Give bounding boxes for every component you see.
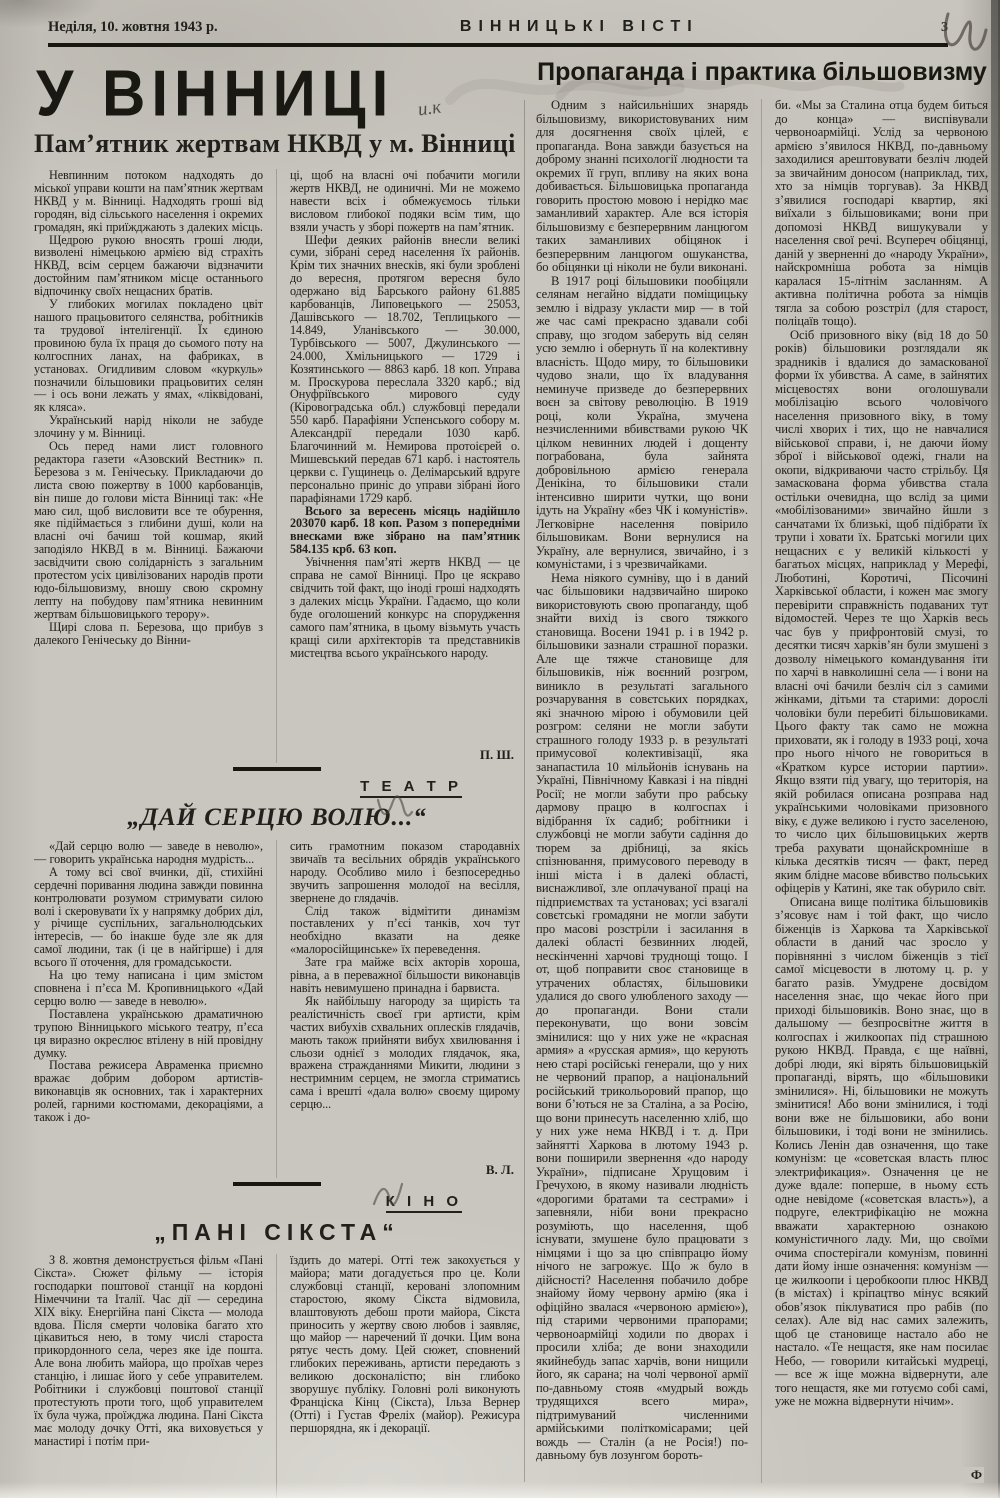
scan-bottom-band <box>0 1482 1000 1498</box>
article-paragraph: Як найбільшу нагороду за щирість та реалістичність своєї гри артисти, крім частих вибухів схвальних оплесків глядачів, мають також прийняти вибух хвилювання і сльози однієї з молодих глядачок, яка, вражена стражданнями Микити, людини з нестримним серцем, не змогла стриматись сама і врешті «дала волю» своєму щирому серцю... <box>290 993 520 1112</box>
article-paragraph: А тому всі свої вчинки, дії, стихійні сердечні поривання людина завжди повинна контролювати розумом стримувати силою волі і скеровувати їх у напрямку добрих діл, у річище суспільних, загальнолюдських інтересів, — бо інакше буде зле як для самої людини, так (і це в найгірше) і для всього її оточення, для громадськости. <box>34 864 263 970</box>
article-paragraph: Одним з найсильніших знарядь більшовизму, використовуваних ним для досягнення своїх цілей, є пропаганда. Вона завжди базується на доброму знанні психології людности та окремих її груп, впливу на яких вона добивається. Більшовицька пропаганда говорить простою мовою і нерідко має заманливий характер. Але вся історія більшовизму є безперервним ланцюгом таких заманливих обіцянок і безперервним ланцюгом ошуканства, бо обіцянки ці ніколи не були виконані. <box>536 99 748 274</box>
memorial-article-title: Пам’ятник жертвам НКВД у м. Вінниці <box>34 129 516 158</box>
article-paragraph: Увічнення пам’яті жертв НКВД — це справа не самої Вінниці. Про це яскраво свідчить той факт, що іноді гроші надходять з далеких місць України. Гадаємо, що коли буде оголошений конкурс на спорудження самого пам’ятника, в цьому візьмуть участь кращі сили архітекторів та представників мистецтва всього українського народу. <box>290 555 520 660</box>
article-paragraph: «Дай серцю волю — заведе в неволю», — говорить українська народня мудрість... <box>34 840 263 866</box>
theatre-section <box>34 779 520 1178</box>
article-paragraph: З 8. жовтня демонструється фільм «Пані Сікста». Сюжет фільму — історія господарки поштової станції на кордоні Німеччини та Італії. Час дії — середина XIX віку. Енергійна пані Сікста — молода вдова. Після смерти чоловіка багато хто цікавиться нею, в тому числі староста прикордонного села, через яке іде пошта. Але вона любить майора, що проїхав через станцію, і лишає його у себе управителем. Робітники і службовці поштової станції протестують проти того, щоб управителем їх була чужа, проїжджа людина. Пані Сікста має молоду дочку Отті, яка виховується у манастирі і потім при- <box>34 1254 263 1448</box>
article-paragraph: У глибоких могилах покладено цвіт нашого працьовитого селянства, робітників та трудової інтелігенції. Їх єдиною провиною була їх праця до сьомого поту на колгоспних ланах, на фабриках, в установах. Огидливим словом «куркуль» позначили більшовики працьовитих селян — і ось вони лежать у ямах, «ліквідовані, як кляса». <box>34 297 263 415</box>
author-signature: П. Ш. <box>468 747 516 763</box>
theatre-column-1 <box>34 840 263 1178</box>
page-header <box>48 18 948 47</box>
author-signature: Ф <box>959 1467 984 1483</box>
article-paragraph: би. «Мы за Сталина отца будем биться до конца» — виспівували червоноармійці. Услід за червоною армією з’явилося НКВД, по-давньому заходилися арештовувати безліч людей за звичайним доносом (наприклад, тих, хто за німців торгував). За НКВД з’явилися господарі квартир, які виїхали з більшовиками; вони при допомозі НКВД вишукували у населення свої речі. Всупереч обіцянці, даній у зверненні до «народу України», найскромніша робота за німців каралася 15-літнім засланням. А активна політична робота за німців тягла за собою розстріл (для старост, поліцаїв тощо). <box>775 99 988 328</box>
memorial-article <box>34 129 520 763</box>
article-paragraph: В 1917 році більшовики пообіцяли селянам негайно віддати поміщицьку землю і відразу укласти мир — в той же час самі прекрасно здавали собі справу, що згодом заберуть від селян усю землю і обернуть її на колективну власність. Щодо миру, то більшовики чудово знали, що їх владування неминуче призведе до безперервних воєн за світову революцію. В 1919 році, коли Україна, змучена незчисленними вбивствами рукою ЧК цілком невинних людей і дощенту пограбована, була зайнята добровільною армією генерала Денікіна, то більшовики стали інтенсивно ширити чутки, що вони ідуть на Україну «без ЧК і комуністів». Легковірне населення повірило більшовикам. Вони вернулися на Україну, але вернулися, звичайно, і з комуністами, і з чрезвичайками. <box>536 273 748 571</box>
article-paragraph: На цю тему написана і цим змістом сповнена і п’єса М. Кропивницького «Дай серцю волю — заведе в неволю». <box>34 968 263 1008</box>
article-paragraph: Осіб призовного віку (від 18 до 50 років) більшовики розглядали як зрадників і вдалися до замаскованої форми їх убивства. А саме, в зайнятих місцевостях вони оголошували мобілізацію всього чоловічого населення призовного віку, в тому числі хворих і тих, що не навчалися військової справи, і, не даючи йому зброї і військової одежі, гнали на окопи, відкриваючи часто стрільбу. Ця замаскована форма убивства стала остільки очевидна, що вслід за цими «мобілізованими» звичайно йшли з санчатами їх близькі, щоб підібрати їх трупи і ховати їх. Братські могили цих нещасних є у великій кількості у багатьох місцях, наприклад у Мерефі, Люботині, Коротичі, Пісочині Харківської области, і кожен має змогу перевірити справжність подаваних тут відомостей. Через те що Харків весь час був у прифронтовій смузі, то десятки тисяч харків’ян були змушені з дозволу німецького командування іти по харчі в навколишні села — і вони на власні очі бачили безліч сіл з самими жінками, дітьми та старими: дорослі чоловіки були перебиті більшовиками. Цього факту так само не можна приховати, як і голоду в 1933 році, хоча про нього нічого не говориться в «Кратком курсе истории партии». Якщо взяти під увагу, що територія, на якій робилася описана розправа над українськими чоловіками призовного віку, є дуже великою і густо заселеною, то число цих більшовицьких жертв треба рахувати щонайскромніше в кілька десятків тисяч — факт, перед яким блідне масове вбивство польських офіцерів у Катині, яке так обурило світ. <box>775 327 988 895</box>
pen-check-mark-top-right <box>945 14 986 49</box>
article-paragraph: Український нарід ніколи не забуде злочину у м. Вінниці. <box>34 413 263 441</box>
city-section-headline: У ВІННИЦІ <box>36 57 395 130</box>
theatre-section-label: Т Е А Т Р <box>360 779 462 798</box>
column-divider-rule <box>524 100 525 1482</box>
theatre-review-title: „ДАЙ СЕРЦЮ ВОЛЮ...“ <box>127 804 427 831</box>
page-number: 3 <box>941 20 948 35</box>
handwritten-annotation: и.к <box>416 96 443 121</box>
article-paragraph: Невпинним потоком надходять до міської управи кошти на пам’ятник жертвам НКВД у м. Вінниці. Надходять гроші від городян, від сільського населення і окремих громадян, які приїжджають з далеких місць. <box>34 169 263 234</box>
right-section <box>536 58 988 1483</box>
cinema-section <box>34 1194 520 1498</box>
memorial-column-2 <box>276 169 520 763</box>
issue-date: Неділя, 10. жовтня 1943 р. <box>48 19 218 35</box>
article-paragraph: Слід також відмітити динамізм поставлених у п’єсі танків, хоч тут необхідно вказати на деяке «малоросійщинське» їх переведення. <box>290 903 520 957</box>
section-divider-bar <box>233 1182 321 1186</box>
cinema-section-label: К І Н О <box>386 1194 462 1213</box>
propaganda-column-1 <box>536 99 748 1483</box>
article-paragraph: їздить до матері. Отті теж закохується у майора; мати догадується про це. Коли службовці станції, керовані злопомним старостою, якому Сікста відмовила, влаштовують дебош проти майора, Сікста приносить у жертву свою любов і заявляє, що майор — наречений її дочки. Цим вона рятує честь дому. Цей сюжет, сповнений глибоких переживань, артисти передають з великою досконалістю; він глибоко зворушує публіку. Головні ролі виконують Франціска Кінц (Сікста), Ільза Вернер (Отті) і Густав Фреліх (майор). Режисура першорядна, як і декорації. <box>290 1254 520 1435</box>
left-section <box>34 56 520 1498</box>
article-paragraph: Шефи деяких районів внесли великі суми, зібрані серед населення їх районів. Крім тих значних внесків, які були зроблені до вересня, протягом вересня було одержано від Барського району 61.885 карбованців, Липовецького — 25053, Дашівського — 18.702, Теплицького — 14.849, Уланівського — 30.000, Турбівського — 5007, Джулинського — 24.000, Хмільницького — 1729 і Козятинського — 8863 карб. 18 коп. Управа м. Проскурова переслала 3320 карб.; від Онуфріївського мирового суду (Кіровоградська обл.) службовці передали 550 карб. Парафіяни Успенського собору м. Александрії передали 1030 карб. Благочинний м. Немирова протоієрей о. Мишевський передав 671 карб. і настоятель церкви с. Гущинець о. Делімарський вдруге персонально приніс до управи зібрані його парафіянами 1729 карб. <box>290 232 520 505</box>
article-paragraph: Постава режисера Авраменка приємно вражає добрим добором артистів-виконавців як основних, так і характерних ролей, гарними костюмами, декораціями, а також і до- <box>34 1058 263 1125</box>
article-paragraph: Щедрою рукою вносять гроші люди, визволені німецькою армією від страхіть НКВД, всім серцем бажаючи відзначити достойним пам’ятником місце останнього відпочинку своїх нещасних братів. <box>34 232 263 299</box>
article-paragraph: Щирі слова п. Березова, що прибув з далекого Генічеську до Вінни- <box>34 619 263 647</box>
article-paragraph: Зате гра майже всіх акторів хороша, рівна, а в переважної більшости виконавців навіть невимушено принадна і барвиста. <box>290 955 520 995</box>
article-paragraph: Ось перед нами лист головного редактора газети «Азовский Вестник» п. Березова з м. Генічеську. Прикладаючи до листа свою пожертву в 1000 карбованців, він пише до голови міста Вінниці так: «Не маю сил, щоб висловити все те обурення, яке підіймається з глибини душі, коли на власні очі бачиш той кошмар, який заподіяло НКВД в м. Вінниці. Бажаючи засвідчити свою солідарність з загальним протестом усіх цивілізованих народів проти юдо-більшовизму, вношу свою скромну лепту на побудову пам’ятника невинним жертвам більшовицького терору». <box>34 439 263 621</box>
article-paragraph: сить грамотним показом стародавніх звичаїв та весільних обрядів українського народу. Особливо мило і безпосередньо звучить запрошення молодої на весілля, звернене до глядачів. <box>290 840 520 905</box>
memorial-column-1 <box>34 169 263 763</box>
propaganda-column-2 <box>761 99 988 1483</box>
article-paragraph: Нема ніякого сумніву, що і в даний час більшовики надзвичайно широко використовують свою пропаганду, щоб знайти вихід із свого тяжкого становища. Восени 1941 р. і в 1942 р. більшовики зазнали страшної поразки. Але ще тяжче становище для більшовиків, ніж воєнний розгром, виникло в результаті загального розчарування в совєтських порядках, які значною мірою і обумовили цей розгром: селяни не могли забути страшного голоду 1933 р. в результаті примусової колективізації, яка занапастила 10 мільйонів існувань на Україні, Північному Кавказі і на півдні Росії; не могли забути про рабську дармову працю в колгоспах і відібрання їх садиб; робітники і службовці не могли забути садіння до тюрем за дрібниці, за якісь спізнювання, примусового переводу в інші міста і в далекі області, виснажливої, зле оплачуваної праці на підприємствах та установах; усі взагалі совєтські громадяни не могли забути про масові розстріли і засилання в далекі області безвинних людей, нескінченні харчові труднощі тощо. І от, щоб поправити своє становище в утрачених областях, більшовики удалися до свого улюбленого заходу — до пропаганди. Вони стали переконувати, що вони зовсім змінилися: що у них уже не «красная армия» а «русская армия», що керують нею старі російські генерали, що у них не червоний прапор, а національний російський трикольоровий прапор, що вони б’ються не за Сталіна, а за Росію, що вони принесуть населенню хліб, що у них уже нема НКВД і т. д. При зайнятті Харкова в лютому 1943 р. вони поширили звернення «до народу України», підписане Хрущовим і Гречухою, в якому називали людність «дорогими братами та сестрами» і запевняли, ніби вони прекрасно розуміють, що населення, щоб існувати, змушене було працювати з німцями і що за цю співпрацю йому нічого не загрожує. Що ж було в дійсності? Населення побачило добре знайому йому червону армію (яка і офіційно звалася «червоною армією»), під старими червоними прапорами; червоноармійці ходили по дворах і просили хліба; де вони знаходили якийнебудь запас харчів, вони нищили його, як сарана; на чолі червоної армії по-давньому стояв «мудрый вождь трудящихся всего мира», підтримуваний численними армійськими політкомісарами; цей вождь — Сталін (а не Росія!) по-давньому був лозунгом бороть- <box>536 570 748 1462</box>
propaganda-article-title: Пропаганда і практика більшовизму <box>537 58 987 86</box>
section-divider-bar <box>233 767 321 771</box>
cinema-review-title: „ПАНІ СІКСТА“ <box>154 1219 400 1245</box>
article-paragraph: Поставлена українською драматичною трупою Вінницького міського театру, п’єса ця виразно окреслює втілену в ній провідну думку. <box>34 1006 263 1060</box>
newspaper-masthead: ВІННИЦЬКІ ВІСТІ <box>459 18 699 35</box>
article-paragraph: ці, щоб на власні очі побачити могили жертв НКВД, не одиничні. Ми не можемо навести всіх і обмежуємось тільки висловом глибокої подяки всім тим, що взяли участь у зборі пожертв на пам’ятник. <box>290 169 520 234</box>
article-paragraph: Описана вище політика більшовиків з’ясовує нам і той факт, що число біженців із Харкова та Харківської области в даний час зросло у порівнянні з числом біженців з тієї самої місцевости в лютому ц. р. у багато разів. Умудрене досвідом населення знає, що чекає його при приході більшовиків. Воно знає, що в дальшому — безпросвітне життя в колгоспах і жилкоопах під страшною рукою НКВД. Правда, є ще наївні, добрі люди, які вірять більшовицькій пропаганді, вірять, що «більшовики змінилися». Ні, більшовики не можуть змінитися! Або вони змінилися, і тоді вони вже не більшовики, або вони більшовики, і тоді вони не змінились. Колись Ленін дав означення, що таке комунізм: це «советская власть плюс электрификация». Означення це не дуже вдале: поперше, в ньому єсть одне невідоме («советская власть»), а подруге, електрифікацію не можна вважати характерною ознакою комуністичного ладу. Ми, що своїми очима спостерігали комунізм, повинні дати йому інше означення: комунізм — це жилкоопи і церобкоопи плюс НКВД (в містах) і кріпацтво мінус всякий обов’язок піклуватися про рабів (по селах). Але від нас самих залежить, щоб це становище настало або не настало. «Те нещастя, яке нам посилає Небо, — говорили китайські мудреці, — все ж іще можна відвернути, але того нещастя, яке ми готуємо собі самі, уже не можна відвернути нічим». <box>775 894 988 1408</box>
cinema-column-2 <box>276 1254 520 1498</box>
author-signature: В. Л. <box>474 1162 516 1178</box>
article-paragraph-bold-total: Всього за вересень місяць надійшло 203070 карб. 18 коп. Разом з попередніми внесками вже зібрано на пам’ятник 584.135 крб. 63 коп. <box>290 503 520 557</box>
cinema-column-1 <box>34 1254 263 1498</box>
theatre-column-2 <box>276 840 520 1178</box>
